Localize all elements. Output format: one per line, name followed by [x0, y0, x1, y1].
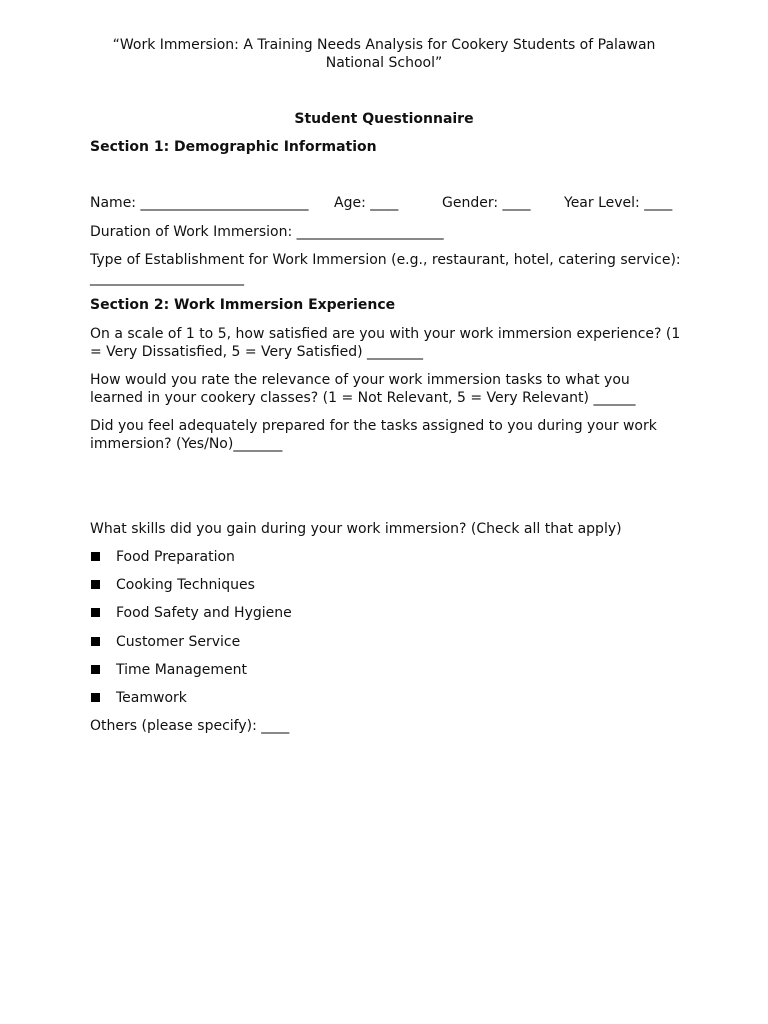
question-preparedness-line-2: immersion? (Yes/No)_______ — [90, 436, 283, 452]
establishment-line-1: Type of Establishment for Work Immersion (e.g., restaurant, hotel, catering service): — [90, 252, 681, 268]
skill-label: Time Management — [116, 662, 247, 678]
age-field: Age: ____ — [334, 195, 399, 211]
skills-question: What skills did you gain during your work immersion? (Check all that apply) — [90, 521, 622, 537]
skill-label: Cooking Techniques — [116, 577, 255, 593]
bullet-square-icon — [91, 693, 100, 702]
title-line-2: National School” — [325, 55, 443, 71]
establishment-line-2: ______________________ — [90, 270, 244, 286]
skill-label: Food Preparation — [116, 549, 235, 565]
year-level-field: Year Level: ____ — [564, 195, 673, 211]
question-satisfaction-line-1: On a scale of 1 to 5, how satisfied are you with your work immersion experience? (1 — [90, 326, 681, 342]
questionnaire-heading: Student Questionnaire — [294, 111, 474, 127]
question-relevance-line-2: learned in your cookery classes? (1 = Not Relevant, 5 = Very Relevant) ______ — [90, 390, 636, 406]
skill-label: Teamwork — [116, 690, 187, 706]
name-field: Name: ________________________ — [90, 195, 309, 211]
question-relevance-line-1: How would you rate the relevance of your work immersion tasks to what you — [90, 372, 630, 388]
question-satisfaction-line-2: = Very Dissatisfied, 5 = Very Satisfied) ________ — [90, 344, 424, 360]
section-2-heading: Section 2: Work Immersion Experience — [90, 297, 396, 313]
document-title — [90, 36, 678, 72]
gender-field: Gender: ____ — [442, 195, 531, 211]
question-satisfaction — [90, 325, 680, 361]
bullet-square-icon — [91, 637, 100, 646]
others-field: Others (please specify): ____ — [90, 718, 290, 734]
bullet-square-icon — [91, 608, 100, 617]
question-preparedness — [90, 417, 680, 453]
demographic-row — [90, 194, 680, 212]
duration-field: Duration of Work Immersion: _____________________ — [90, 224, 444, 240]
bullet-square-icon — [91, 665, 100, 674]
establishment-field — [90, 251, 680, 287]
bullet-square-icon — [91, 552, 100, 561]
bullet-square-icon — [91, 580, 100, 589]
section-1-heading: Section 1: Demographic Information — [90, 139, 377, 155]
skill-label: Food Safety and Hygiene — [116, 605, 292, 621]
question-preparedness-line-1: Did you feel adequately prepared for the tasks assigned to you during your work — [90, 418, 657, 434]
skill-label: Customer Service — [116, 634, 241, 650]
question-relevance — [90, 371, 680, 407]
title-line-1: “Work Immersion: A Training Needs Analysis for Cookery Students of Palawan — [112, 37, 656, 53]
